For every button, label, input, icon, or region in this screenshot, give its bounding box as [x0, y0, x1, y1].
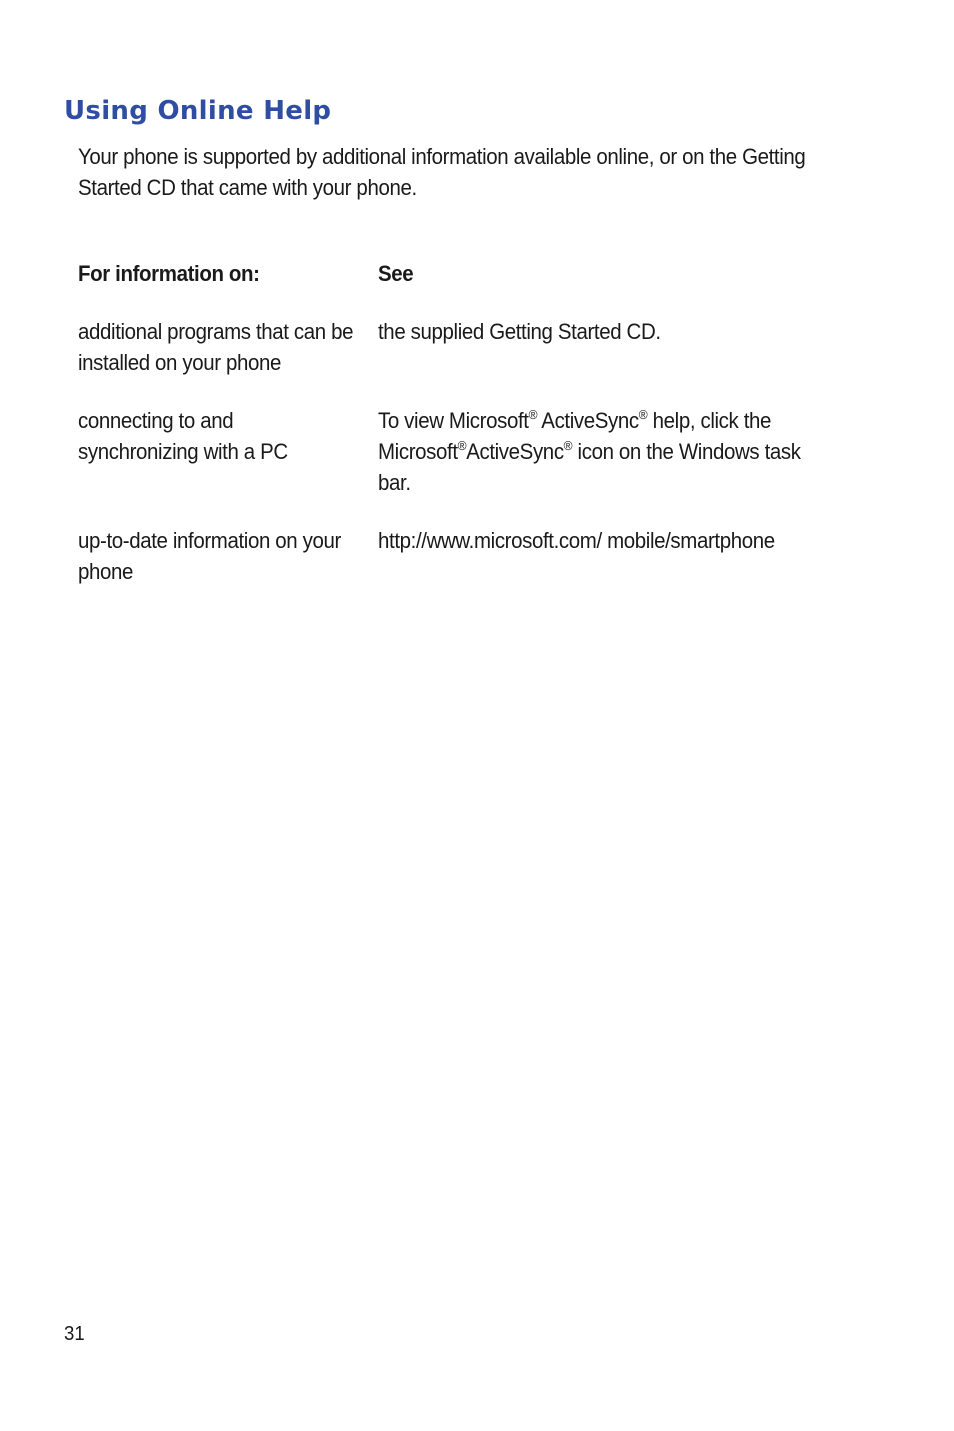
intro-paragraph: Your phone is supported by additional information available online, or on the Getting Started CD that came with your phone. [78, 144, 806, 200]
table-header-row [78, 258, 878, 316]
page-number: 31 [64, 1323, 85, 1345]
topic-cell: up-to-date information on your phone [78, 528, 341, 584]
topic-cell: additional programs that can be installed on your phone [78, 319, 354, 375]
registered-mark: ® [563, 438, 573, 453]
header-topic: For information on: [78, 261, 260, 286]
see-text-part: To view Microsoft [378, 408, 529, 433]
see-cell [378, 405, 878, 525]
see-text-part: help, click the Microsoft [378, 408, 772, 464]
table-row [78, 316, 878, 405]
url-text: http://www.microsoft.com/ mobile/smartphone [378, 528, 775, 553]
see-cell [378, 525, 878, 614]
see-text-part: ActiveSync [537, 408, 639, 433]
section-title: Using Online Help [64, 96, 332, 126]
help-reference-table [78, 258, 878, 614]
registered-mark: ® [457, 438, 467, 453]
registered-mark: ® [528, 407, 538, 422]
header-see: See [378, 261, 414, 286]
see-text-part: icon on the Windows task bar. [378, 439, 801, 495]
registered-mark: ® [638, 407, 648, 422]
table-row [78, 405, 878, 525]
see-text-part: ActiveSync [466, 439, 564, 464]
see-cell: the supplied Getting Started CD. [378, 319, 661, 344]
table-row [78, 525, 878, 614]
topic-cell: connecting to and synchronizing with a PC [78, 408, 288, 464]
